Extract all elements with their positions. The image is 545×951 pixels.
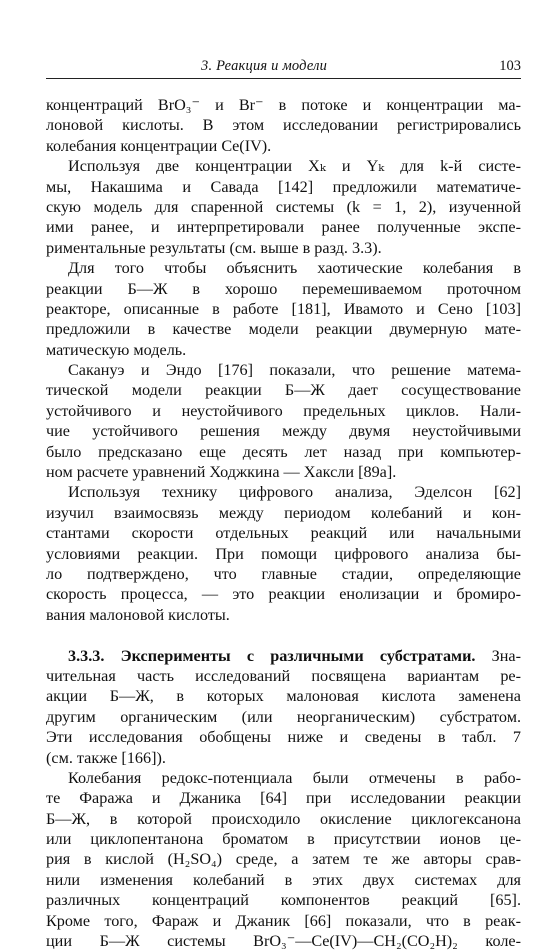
line-text: изучил взаимосвязь между периодом колебаний и кон- xyxy=(46,503,521,522)
text-line xyxy=(46,503,521,523)
line-text: лоновой кислоты. В этом исследовании регистрировались xyxy=(46,116,521,135)
text-line xyxy=(46,849,521,869)
line-text: нили изменения колебаний в этих двух системах для xyxy=(46,870,521,889)
text-line xyxy=(46,258,521,278)
line-text: колебания концентрации Ce(IV). xyxy=(46,136,272,155)
text-line xyxy=(46,360,521,380)
line-text: Кроме того, Фараж и Джаник [66] показали, что в реак- xyxy=(46,911,521,930)
text-line xyxy=(46,768,521,788)
line-text: Сакануэ и Эндо [176] показали, что решение матема- xyxy=(68,361,521,380)
text-line xyxy=(46,707,521,727)
line-text: реакторе, описанные в работе [181], Ивамото и Сено [103] xyxy=(46,299,521,318)
text-line xyxy=(46,217,521,237)
section-gap xyxy=(46,625,521,645)
text-line xyxy=(46,686,521,706)
text-line xyxy=(46,870,521,890)
line-text: условиями реакции. При помощи цифрового анализа бы- xyxy=(46,544,521,563)
line-text: скорость процесса, — это реакции енолизации и бромиро- xyxy=(46,585,521,604)
line-text: Используя технику цифрового анализа, Эделсон [62] xyxy=(68,483,521,502)
line-text: ции Б—Ж системы BrO₃⁻—Ce(IV)—CH₂(CO₂H)₂ коле- xyxy=(46,932,521,951)
line-text: Используя две концентрации Xₖ и Yₖ для k-й систе- xyxy=(68,157,521,176)
text-line xyxy=(46,238,521,258)
line-text: Для того чтобы объяснить хаотические колебания в xyxy=(68,259,521,278)
text-line xyxy=(46,380,521,400)
text-line xyxy=(46,462,521,482)
running-title: 3. Реакция и модели xyxy=(201,58,328,74)
text-line xyxy=(46,890,521,910)
text-line xyxy=(46,136,521,156)
text-line xyxy=(46,931,521,951)
subsection-heading: 3.3.3. Эксперименты с различными субстратами. xyxy=(68,646,476,665)
line-text: вания малоновой кислоты. xyxy=(46,605,230,624)
body-text xyxy=(46,95,521,951)
line-text: мы, Накашима и Савада [142] предложили математиче- xyxy=(46,177,521,196)
text-line xyxy=(46,829,521,849)
line-text: скую модель для спаренной системы (k = 1, 2), изученной xyxy=(46,197,521,216)
line-text: предложили в качестве модели реакции двумерную мате- xyxy=(46,320,521,339)
line-text: Зна- xyxy=(475,646,521,665)
text-line xyxy=(46,482,521,502)
line-text: чительная часть исследований посвящена вариантам ре- xyxy=(46,666,521,685)
line-text: реакции Б—Ж в хорошо перемешиваемом проточном xyxy=(46,279,521,298)
line-text: матическую модель. xyxy=(46,340,187,359)
text-line xyxy=(46,788,521,808)
line-text: концентраций BrO₃⁻ и Br⁻ в потоке и концентрации ма- xyxy=(46,96,521,114)
text-line xyxy=(46,666,521,686)
line-text: ло подтверждено, что главные стадии, определяющие xyxy=(46,564,521,583)
text-line xyxy=(46,544,521,564)
line-text: различных концентраций компонентов реакций [65]. xyxy=(46,891,521,910)
line-text: другим органическим (или неорганическим) субстратом. xyxy=(46,707,521,726)
line-text: стантами скорости отдельных реакций или начальными xyxy=(46,524,521,543)
line-text: ими ранее, и интерпретировали ранее полученные экспе- xyxy=(46,218,521,237)
text-line xyxy=(46,911,521,931)
text-line xyxy=(46,177,521,197)
text-line xyxy=(46,748,521,768)
page-number: 103 xyxy=(499,58,521,74)
text-line xyxy=(46,299,521,319)
text-line xyxy=(46,421,521,441)
text-line xyxy=(46,197,521,217)
line-text: рия в кислой (H₂SO₄) среде, а затем те же авторы срав- xyxy=(46,850,521,869)
text-line xyxy=(46,605,521,625)
line-text: риментальные результаты (см. выше в разд. 3.3). xyxy=(46,238,382,257)
line-text: акции Б—Ж, в которых малоновая кислота заменена xyxy=(46,687,521,706)
line-text: или циклопентанона броматом в присутствии ионов це- xyxy=(46,830,521,849)
line-text: Б—Ж, в которой происходило окисление циклогексанона xyxy=(46,809,521,828)
text-line xyxy=(46,115,521,135)
line-text: было предсказано еще десять лет назад при компьютер- xyxy=(46,442,521,461)
text-line xyxy=(46,564,521,584)
text-line xyxy=(46,584,521,604)
page-header xyxy=(46,56,521,79)
text-line xyxy=(46,156,521,176)
line-text: тической модели реакции Б—Ж дает сосуществование xyxy=(46,381,521,400)
text-line xyxy=(46,727,521,747)
line-text: Эти исследования обобщены ниже и сведены в табл. 7 xyxy=(46,728,521,747)
text-line xyxy=(46,279,521,299)
line-text: ном расчете уравнений Ходжкина — Хаксли [89а]. xyxy=(46,463,397,482)
subsection-heading-line xyxy=(46,646,521,666)
text-line xyxy=(46,809,521,829)
text-line xyxy=(46,95,521,115)
text-line xyxy=(46,523,521,543)
text-line xyxy=(46,442,521,462)
line-text: те Фаража и Джаника [64] при исследовании реакции xyxy=(46,789,521,808)
line-text: устойчивого и неустойчивого предельных циклов. Нали- xyxy=(46,401,521,420)
line-text: (см. также [166]). xyxy=(46,748,166,767)
line-text: Колебания редокс-потенциала были отмечены в рабо- xyxy=(68,768,521,787)
text-line xyxy=(46,319,521,339)
line-text: чие устойчивого решения между двумя неустойчивыми xyxy=(46,422,521,441)
text-line xyxy=(46,340,521,360)
text-line xyxy=(46,401,521,421)
